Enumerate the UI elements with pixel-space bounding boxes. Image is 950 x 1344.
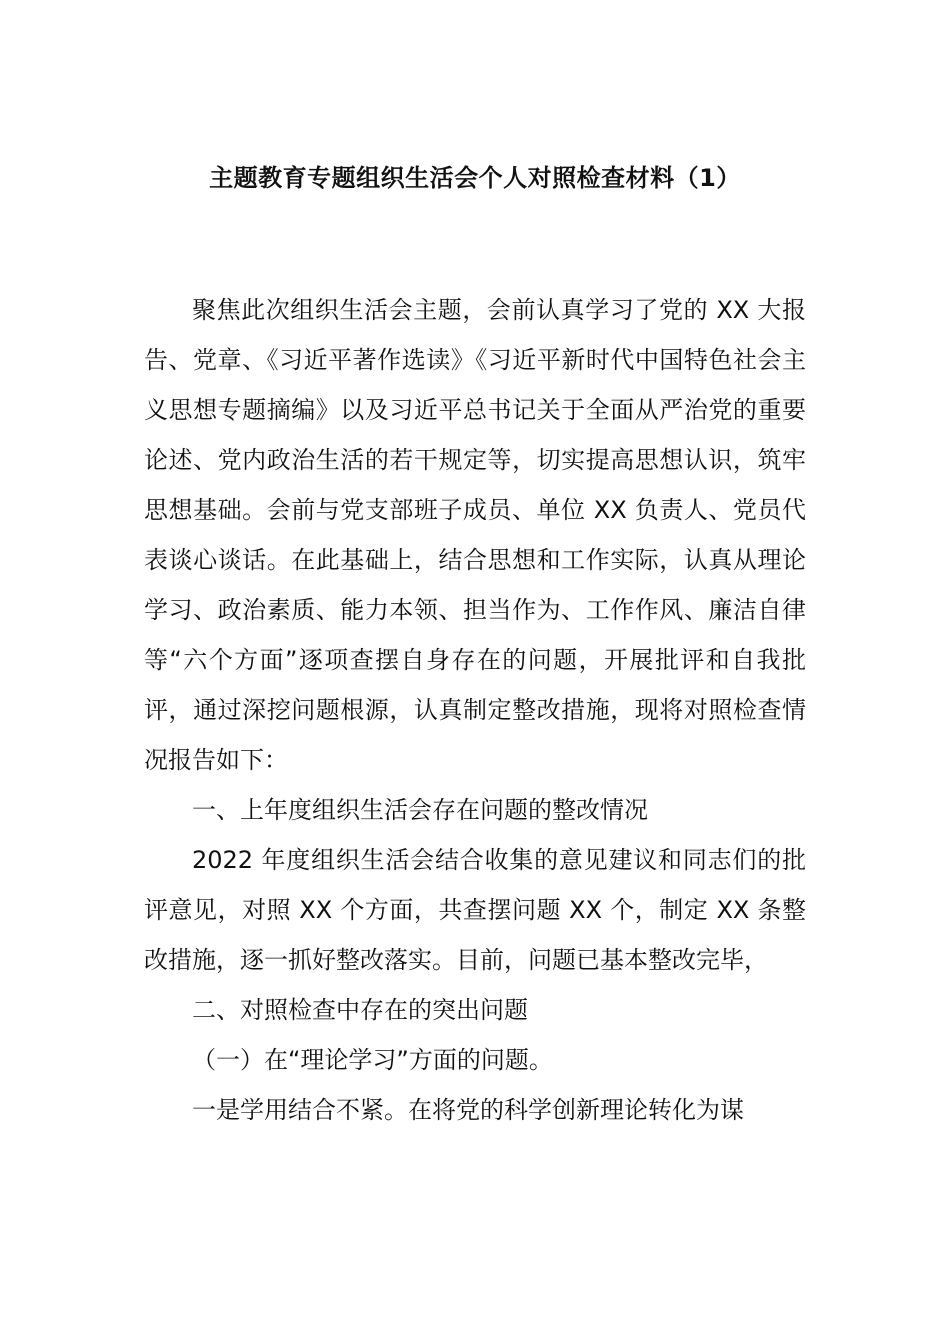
intro-paragraph: 聚焦此次组织生活会主题，会前认真学习了党的 XX 大报告、党章、《习近平著作选读》《习近平新时代中国特色社会主义思想专题摘编》以及习近平总书记关于全面从严治党的重要论述、党内政治生活的若干规定等，切实提高思想认识，筑牢思想基础。会前与党支部班子成员、单位 XX 负责人、党员代表谈心谈话。在此基础上，结合思想和工作实际，认真从理论学习、政治素质、能力本领、担当作为、工作作风、廉洁自律等“六个方面”逐项查摆自身存在的问题，开展批评和自我批评，通过深挖问题根源，认真制定整改措施，现将对照检查情况报告如下： <box>144 296 806 774</box>
section-heading-1: 一、上年度组织生活会存在问题的整改情况 <box>192 796 648 824</box>
document-body <box>144 285 806 1135</box>
section-heading-2: 二、对照检查中存在的突出问题 <box>192 996 528 1024</box>
section-1-paragraph: 2022 年度组织生活会结合收集的意见建议和同志们的批评意见，对照 XX 个方面，共查摆问题 XX 个，制定 XX 条整改措施，逐一抓好整改落实。目前，问题已基本整改完毕， <box>144 846 806 974</box>
subsection-heading-1: （一）在“理论学习”方面的问题。 <box>192 1046 553 1074</box>
document-title: 主题教育专题组织生活会个人对照检查材料（1） <box>209 164 741 192</box>
point-1-paragraph: 一是学用结合不紧。在将党的科学创新理论转化为谋 <box>192 1096 744 1124</box>
